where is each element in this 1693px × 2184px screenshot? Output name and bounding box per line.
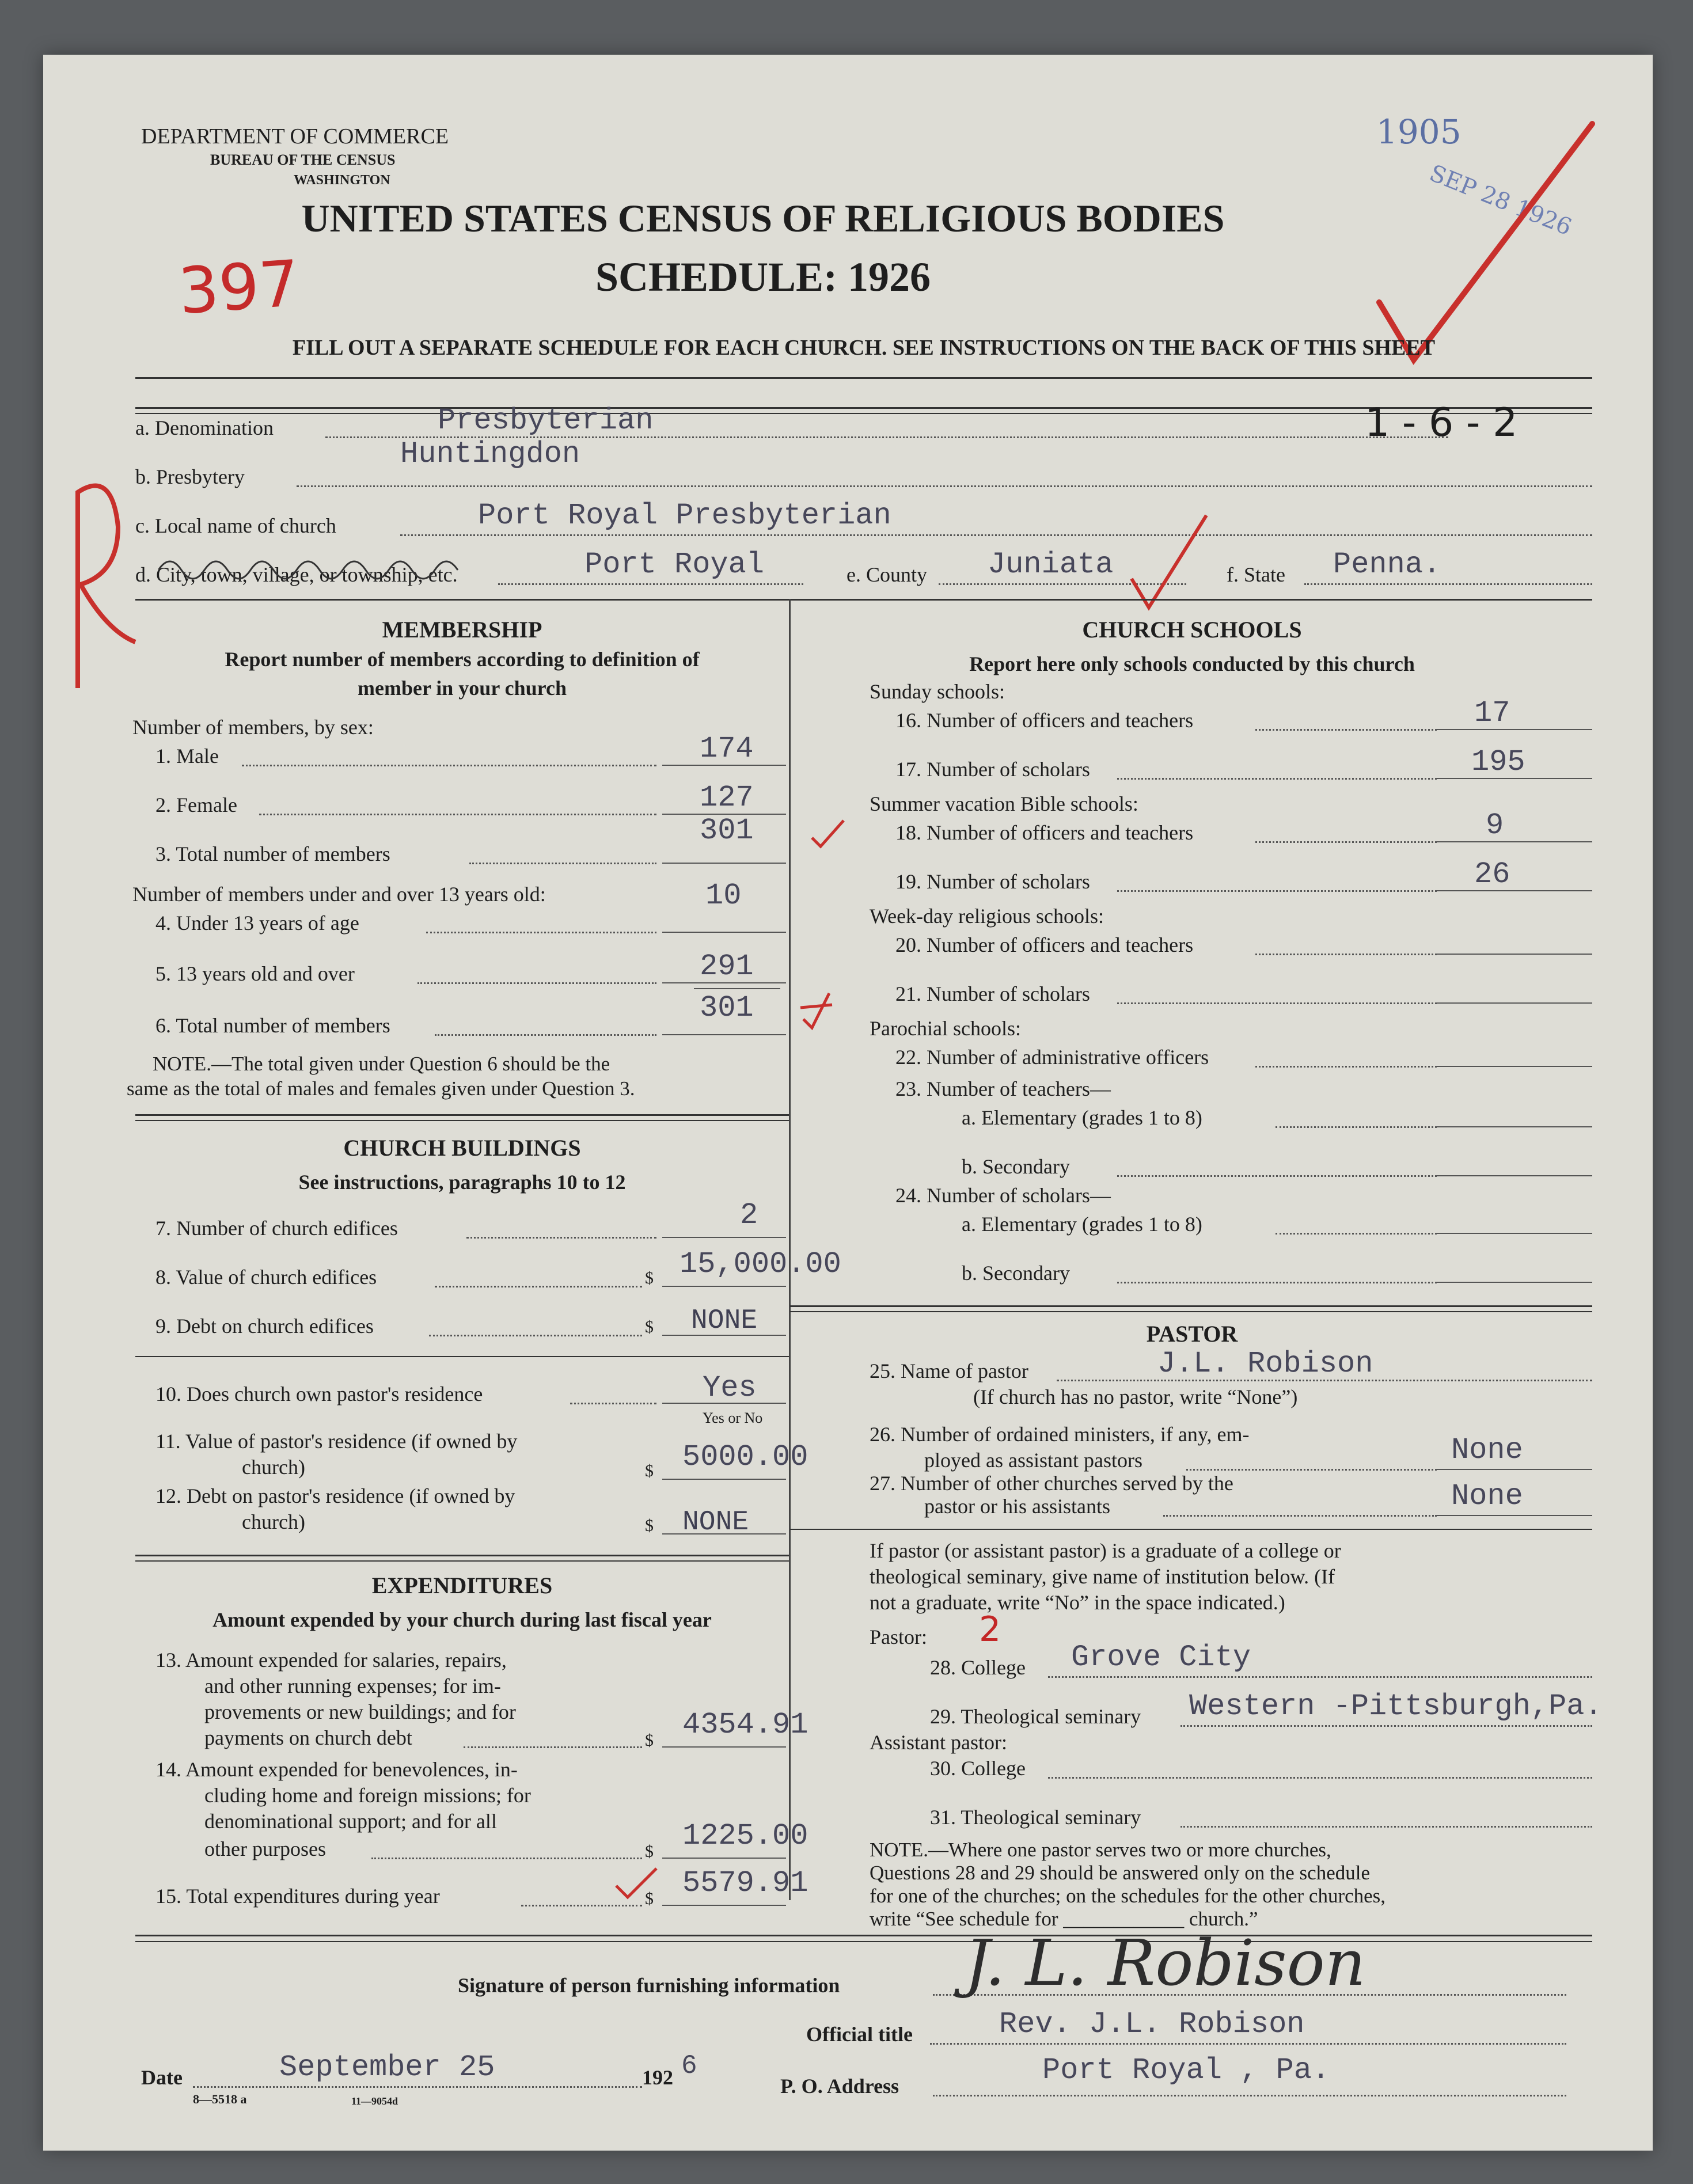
stamp-number: 1905 <box>1376 112 1462 151</box>
q24-label: 24. Number of scholars— <box>895 1184 1111 1207</box>
local-name-label: c. Local name of church <box>135 514 336 537</box>
expenditures-heading: EXPENDITURES <box>371 1573 553 1598</box>
state-label: f. State <box>1227 563 1285 586</box>
q23a-label: a. Elementary (grades 1 to 8) <box>962 1106 1202 1129</box>
q14-value: 1225.00 <box>682 1819 808 1853</box>
separate-schedule-instruction: FILL OUT A SEPARATE SCHEDULE FOR EACH CHURCH. SEE INSTRUCTIONS ON THE BACK OF THIS SHEET <box>292 336 1436 360</box>
pastor-note-line4: write “See schedule for ____________ church.” <box>870 1908 1258 1930</box>
q28-label: 28. College <box>930 1656 1026 1679</box>
red-check-mark <box>1368 112 1610 412</box>
q9-value: NONE <box>691 1305 758 1336</box>
graduate-instruction-line3: not a graduate, write “No” in the space indicated.) <box>870 1591 1285 1614</box>
q11-dollar: $ <box>645 1461 654 1480</box>
q19-value: 26 <box>1474 857 1510 891</box>
q17-label: 17. Number of scholars <box>895 758 1090 781</box>
po-address-label: P. O. Address <box>780 2075 899 2098</box>
q12-dollar: $ <box>645 1516 654 1535</box>
handwritten-number: 397 <box>176 246 302 329</box>
red-margin-mark <box>37 458 147 700</box>
q13-dollar: $ <box>645 1731 654 1750</box>
city-label: d. City, town, village, or township, etc. <box>135 563 458 586</box>
county-value: Juniata <box>988 548 1114 582</box>
q26-value: None <box>1451 1433 1523 1467</box>
red-check-mark-county <box>1126 510 1218 625</box>
q18-label: 18. Number of officers and teachers <box>895 821 1194 844</box>
buildings-heading: CHURCH BUILDINGS <box>343 1135 581 1161</box>
q16-value: 17 <box>1474 696 1510 730</box>
date-label: Date <box>141 2066 183 2089</box>
department-line: DEPARTMENT OF COMMERCE <box>141 124 449 149</box>
expenditures-sub: Amount expended by your church during last fiscal year <box>212 1608 712 1631</box>
q25-value: J.L. Robison <box>1157 1347 1373 1381</box>
q3-value: 301 <box>700 814 754 848</box>
pastor-subsection-label: Pastor: <box>870 1625 928 1649</box>
q8-value: 15,000.00 <box>680 1247 841 1281</box>
q13-label-line1: 13. Amount expended for salaries, repairs, <box>155 1649 507 1672</box>
q2-label: 2. Female <box>155 793 237 816</box>
date-value: September 25 <box>279 2050 495 2084</box>
q1-value: 174 <box>700 732 754 766</box>
q14-label-line3: denominational support; and for all <box>204 1810 497 1833</box>
buildings-sub: See instructions, paragraphs 10 to 12 <box>298 1171 626 1194</box>
q5-label: 5. 13 years old and over <box>155 962 355 985</box>
q10-value: Yes <box>703 1371 757 1405</box>
q8-dollar: $ <box>645 1268 654 1287</box>
q13-value: 4354.91 <box>682 1708 808 1742</box>
q12-label-line1: 12. Debt on pastor's residence (if owned by <box>155 1484 515 1507</box>
q28-value: Grove City <box>1071 1640 1251 1674</box>
form-subtitle: SCHEDULE: 1926 <box>595 254 931 300</box>
q12-value: NONE <box>682 1507 749 1538</box>
q15-dollar: $ <box>645 1889 654 1908</box>
q2-value: 127 <box>700 781 754 815</box>
signature-handwritten: J. L. Robison <box>965 1926 1366 2000</box>
signature-label: Signature of person furnishing information <box>458 1974 840 1997</box>
county-label: e. County <box>846 563 927 586</box>
q23-label: 23. Number of teachers— <box>895 1077 1111 1100</box>
red-tick-q15 <box>613 1863 665 1903</box>
presbytery-label: b. Presbytery <box>135 465 245 488</box>
q26-label-line1: 26. Number of ordained ministers, if any, em- <box>870 1423 1250 1446</box>
handwritten-code: 1 - 6 - 2 <box>1365 400 1518 446</box>
q29-value: Western -Pittsburgh,Pa. <box>1189 1689 1603 1723</box>
yes-or-no-caption: Yes or No <box>703 1410 763 1426</box>
red-tick-q6 <box>798 990 844 1031</box>
q18-value: 9 <box>1486 808 1504 842</box>
q24b-label: b. Secondary <box>962 1262 1070 1285</box>
q25-note: (If church has no pastor, write “None”) <box>973 1385 1298 1408</box>
pastor-handwritten-mark: 2 <box>979 1609 1001 1650</box>
q7-value: 2 <box>740 1198 758 1232</box>
q27-value: None <box>1451 1479 1523 1513</box>
pastor-note-line2: Questions 28 and 29 should be answered only on the schedule <box>870 1862 1371 1884</box>
year-prefix: 192 <box>642 2066 673 2089</box>
form-title: UNITED STATES CENSUS OF RELIGIOUS BODIES <box>301 196 1225 240</box>
q19-label: 19. Number of scholars <box>895 870 1090 893</box>
po-address-value: Port Royal , Pa. <box>1042 2053 1330 2087</box>
summer-schools-label: Summer vacation Bible schools: <box>870 792 1138 815</box>
q31-label: 31. Theological seminary <box>930 1806 1141 1829</box>
denomination-value: Presbyterian <box>438 404 654 438</box>
pastor-heading: PASTOR <box>1146 1321 1238 1347</box>
washington-line: WASHINGTON <box>294 173 390 188</box>
q4-label: 4. Under 13 years of age <box>155 911 359 935</box>
q14-label-line2: cluding home and foreign missions; for <box>204 1784 531 1807</box>
q23b-label: b. Secondary <box>962 1155 1070 1178</box>
pastor-note-line1: NOTE.—Where one pastor serves two or more churches, <box>870 1839 1331 1861</box>
red-tick-q3 <box>809 815 855 849</box>
q27-label-line1: 27. Number of other churches served by the <box>870 1472 1233 1495</box>
q11-label-line1: 11. Value of pastor's residence (if owned by <box>155 1430 518 1453</box>
q17-value: 195 <box>1471 745 1525 779</box>
received-date-stamp: SEP 28 1926 <box>1425 159 1576 241</box>
state-value: Penna. <box>1333 548 1441 582</box>
q14-dollar: $ <box>645 1842 654 1861</box>
membership-sub2: member in your church <box>357 677 567 700</box>
official-title-value: Rev. J.L. Robison <box>999 2007 1305 2041</box>
q10-label: 10. Does church own pastor's residence <box>155 1382 483 1406</box>
q26-label-line2: ployed as assistant pastors <box>924 1449 1142 1472</box>
graduate-instruction-line2: theological seminary, give name of institution below. (If <box>870 1565 1335 1588</box>
q14-label-line1: 14. Amount expended for benevolences, in- <box>155 1758 518 1781</box>
q13-label-line3: provements or new buildings; and for <box>204 1700 516 1723</box>
q16-label: 16. Number of officers and teachers <box>895 709 1194 732</box>
membership-note-line2: same as the total of males and females given under Question 3. <box>127 1077 635 1100</box>
q15-label: 15. Total expenditures during year <box>155 1885 440 1908</box>
bureau-line: BUREAU OF THE CENSUS <box>210 151 396 168</box>
q14-label-line4: other purposes <box>204 1837 326 1860</box>
membership-sub1: Report number of members according to definition of <box>225 648 700 671</box>
denomination-label: a. Denomination <box>135 416 274 439</box>
q6-value: 301 <box>700 991 754 1025</box>
official-title-label: Official title <box>806 2023 913 2046</box>
schools-heading: CHURCH SCHOOLS <box>1082 617 1302 643</box>
city-value: Port Royal <box>584 548 765 582</box>
census-schedule-sheet <box>43 55 1653 2151</box>
q13-label-line2: and other running expenses; for im- <box>204 1674 501 1697</box>
q30-label: 30. College <box>930 1757 1026 1780</box>
q13-label-line4: payments on church debt <box>204 1726 412 1749</box>
assistant-pastor-label: Assistant pastor: <box>870 1731 1007 1754</box>
schools-sub: Report here only schools conducted by this church <box>969 652 1415 675</box>
q22-label: 22. Number of administrative officers <box>895 1046 1209 1069</box>
q11-label-line2: church) <box>242 1456 305 1479</box>
q4-value: 10 <box>705 879 742 913</box>
membership-heading: MEMBERSHIP <box>382 617 542 643</box>
weekday-schools-label: Week-day religious schools: <box>870 905 1104 928</box>
print-number: 11—9054d <box>351 2095 398 2107</box>
crossed-out-text <box>158 553 504 587</box>
q25-label: 25. Name of pastor <box>870 1359 1028 1382</box>
parochial-schools-label: Parochial schools: <box>870 1017 1021 1040</box>
q21-label: 21. Number of scholars <box>895 982 1090 1005</box>
form-number: 8—5518 a <box>193 2092 247 2106</box>
q3-label: 3. Total number of members <box>155 842 390 865</box>
members-by-sex-label: Number of members, by sex: <box>132 716 374 739</box>
graduate-instruction-line1: If pastor (or assistant pastor) is a graduate of a college or <box>870 1539 1341 1562</box>
q8-label: 8. Value of church edifices <box>155 1266 377 1289</box>
sunday-schools-label: Sunday schools: <box>870 680 1005 703</box>
q9-label: 9. Debt on church edifices <box>155 1315 374 1338</box>
members-by-age-label: Number of members under and over 13 years old: <box>132 883 546 906</box>
q5-value: 291 <box>700 949 754 983</box>
q27-label-line2: pastor or his assistants <box>924 1495 1110 1518</box>
q24a-label: a. Elementary (grades 1 to 8) <box>962 1213 1202 1236</box>
q15-value: 5579.91 <box>682 1866 808 1900</box>
q11-value: 5000.00 <box>682 1440 808 1474</box>
presbytery-value: Huntingdon <box>400 437 580 471</box>
pastor-note-line3: for one of the churches; on the schedules for the other churches, <box>870 1885 1386 1907</box>
q9-dollar: $ <box>645 1317 654 1336</box>
q1-label: 1. Male <box>155 745 219 768</box>
q7-label: 7. Number of church edifices <box>155 1217 398 1240</box>
year-suffix: 6 <box>681 2051 697 2081</box>
q6-label: 6. Total number of members <box>155 1014 390 1037</box>
q12-label-line2: church) <box>242 1510 305 1533</box>
local-name-value: Port Royal Presbyterian <box>478 499 891 533</box>
q29-label: 29. Theological seminary <box>930 1705 1141 1728</box>
q20-label: 20. Number of officers and teachers <box>895 933 1194 956</box>
membership-note-line1: NOTE.—The total given under Question 6 should be the <box>153 1053 610 1075</box>
